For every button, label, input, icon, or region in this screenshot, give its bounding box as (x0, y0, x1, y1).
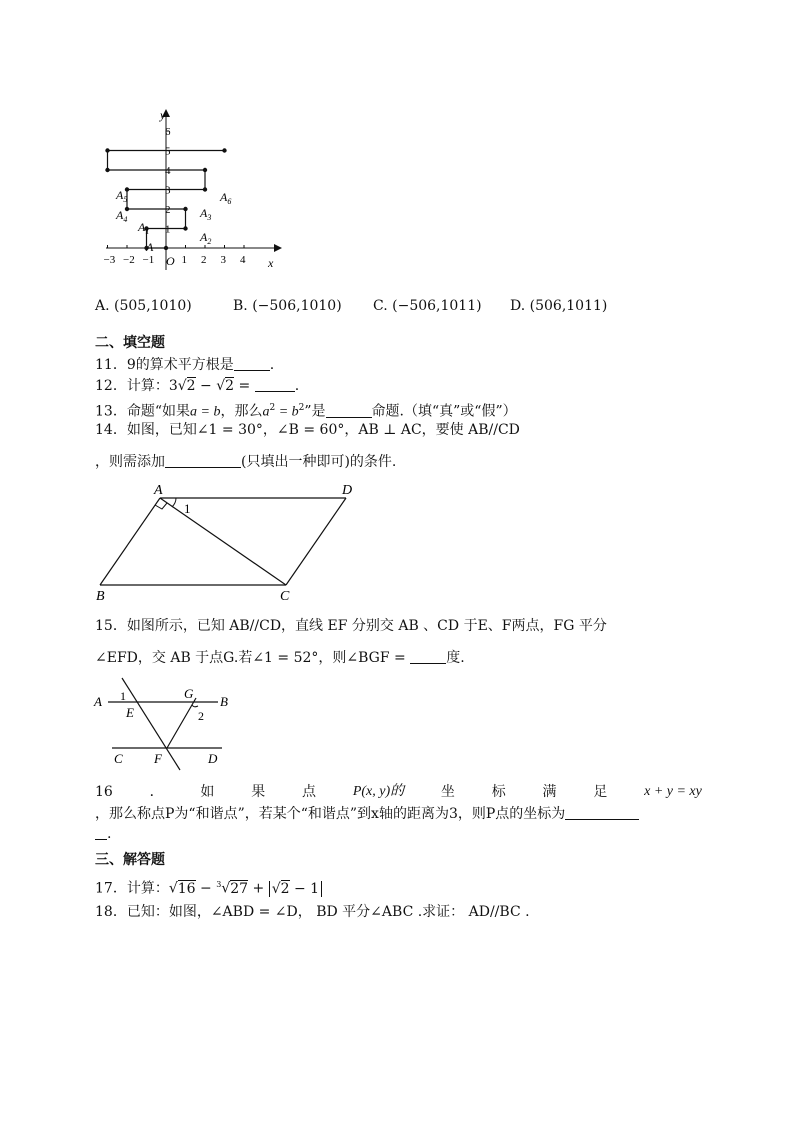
question-18: 18．已知：如图，∠ABD = ∠D， BD 平分∠ABC .求证： AD//BC . (95, 904, 530, 920)
label-A: A (94, 694, 102, 709)
segment-ac (160, 498, 286, 585)
segment-ab (100, 498, 160, 585)
y-tick-label: 3 (165, 184, 171, 197)
label-A: A (146, 240, 154, 254)
coordinate-figure (100, 105, 290, 280)
x-tick-label: 2 (201, 254, 207, 266)
question-15-line-2: ∠EFD，交 AB 于点G.若∠1 = 52°，则∠BGF = 度. (95, 650, 465, 666)
path-point (105, 168, 109, 172)
y-tick-label: 1 (165, 223, 171, 236)
label-A2: $A_2$ (200, 230, 212, 246)
label-F: F (154, 751, 162, 766)
y-tick-label: 2 (165, 204, 171, 216)
label-angle-2: 2 (198, 709, 204, 723)
label-C: C (280, 589, 290, 604)
x-tick-label: −2 (123, 254, 135, 266)
option-a: A. (505,1010) (95, 298, 192, 314)
question-14-line-1: 14．如图，已知∠1 = 30°，∠B = 60°，AB ⊥ AC，要使 AB//CD (95, 422, 520, 438)
question-16-line-3: . (95, 824, 111, 844)
path-point (105, 148, 109, 152)
label-angle-1: 1 (120, 689, 126, 703)
section-3-title: 三、解答题 (95, 852, 165, 868)
option-d: D. (506,1011) (510, 298, 608, 314)
y-axis-label: y (160, 108, 166, 122)
question-17: 17．计算：√16 − $^3$√27 + √2 − 1 (95, 875, 322, 899)
label-A4: $A_4$ (116, 208, 128, 224)
path-point (203, 187, 207, 191)
label-G: G (184, 686, 194, 701)
path-point (125, 207, 129, 211)
angle-1-arc (172, 498, 176, 507)
path-point (222, 148, 226, 152)
section-2-title: 二、填空题 (95, 335, 165, 351)
label-D: D (208, 751, 218, 766)
x-tick-label: 3 (220, 254, 226, 266)
angle-2-arc (192, 705, 198, 707)
label-B: B (96, 589, 105, 604)
x-tick-label: −1 (142, 254, 155, 266)
parallelogram-figure (90, 478, 370, 606)
right-angle-mark (155, 503, 167, 509)
y-tick-label: 5 (165, 145, 171, 158)
question-11: 11．9的算术平方根是 . (95, 357, 275, 373)
origin-label: O (166, 254, 175, 268)
question-15-line-1: 15．如图所示，已知 AB//CD，直线 EF 分别交 AB 、CD 于E、F两点，FG 平分 (95, 618, 607, 634)
x-tick-label: −3 (103, 254, 116, 266)
path-point (203, 168, 207, 172)
segment-fg (167, 698, 196, 748)
label-angle-1: 1 (184, 501, 191, 516)
option-c: C. (−506,1011) (373, 298, 482, 314)
parallel-lines-figure (92, 676, 242, 772)
label-B: B (220, 694, 228, 709)
line-ef (122, 678, 180, 770)
segment-cd (286, 498, 346, 585)
option-b: B. (−506,1010) (233, 298, 342, 314)
path-point (125, 187, 129, 191)
question-14-line-2: ，则需添加 (只填出一种即可)的条件. (95, 454, 397, 470)
x-axis-label: x (268, 256, 274, 270)
x-tick-label: 1 (181, 254, 187, 266)
question-16-line-1: 16 ． 如 果 点 P(x, y)的 坐 标 满 足 x + y = xy (95, 784, 702, 800)
label-A: A (154, 483, 163, 498)
path-point (183, 207, 187, 211)
label-A3: $A_3$ (200, 206, 212, 222)
path-point (164, 246, 168, 250)
y-tick-label: 6 (165, 126, 171, 138)
y-tick-label: 4 (165, 165, 171, 177)
question-12: 12．计算：3√2 − √2 = . (95, 378, 300, 394)
label-A1: $A_1$ (138, 220, 150, 236)
x-tick-label: 4 (240, 254, 246, 266)
label-A5: $A_5$ (116, 188, 128, 204)
label-A6: $A_6$ (220, 190, 232, 206)
question-16-line-2: ，那么称点P为“和谐点”，若某个“和谐点”到x轴的距离为3，则P点的坐标为 (95, 804, 639, 824)
label-E: E (126, 705, 134, 720)
question-13: 13．命题“如果a = b，那么$a^2 = b^2$”是 命题.（填“真”或“假”） (95, 403, 517, 420)
label-C: C (114, 751, 123, 766)
path-point (183, 226, 187, 230)
label-D: D (342, 483, 353, 498)
